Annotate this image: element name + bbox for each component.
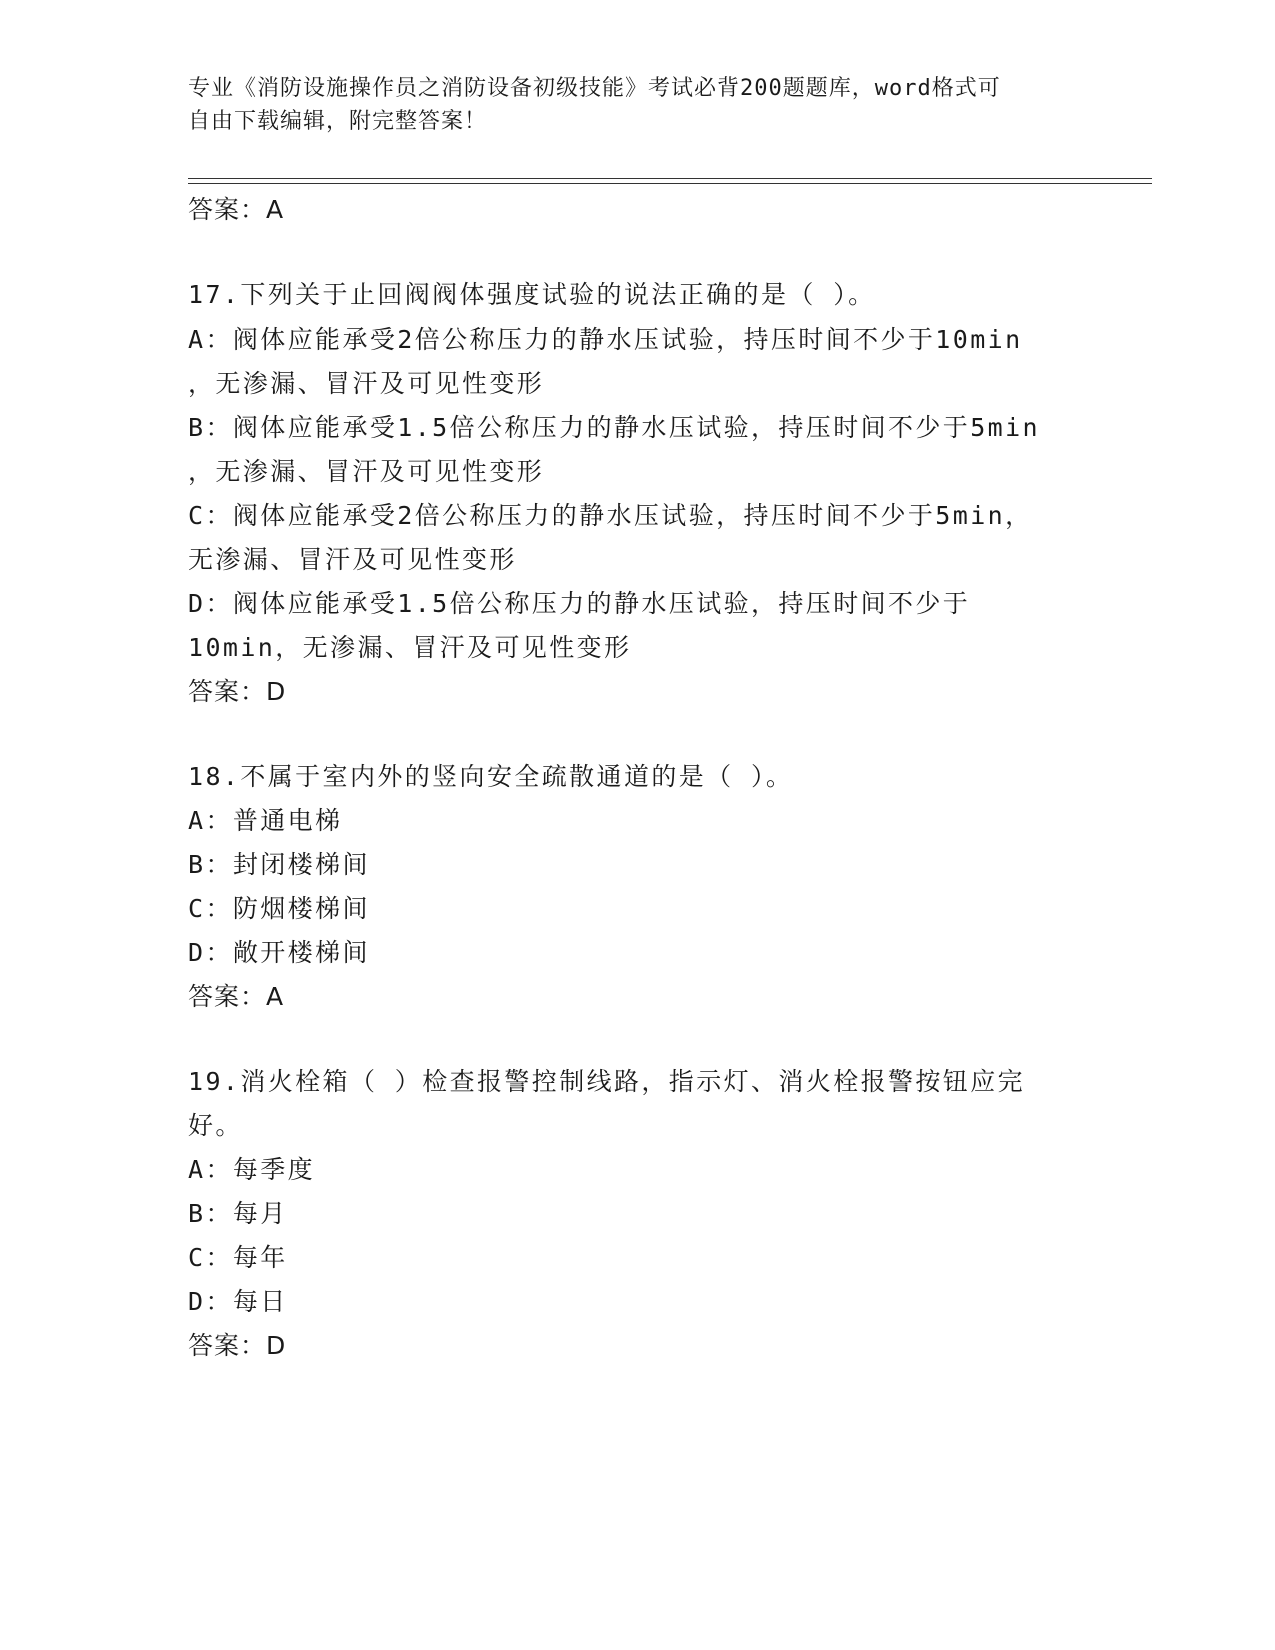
question-17-stem: 17.下列关于止回阀阀体强度试验的说法正确的是（ ）。	[188, 280, 876, 309]
question-17-option-a: A：阀体应能承受2倍公称压力的静水压试验，持压时间不少于10min	[188, 325, 1023, 354]
question-19-option-a: A：每季度	[188, 1155, 316, 1184]
question-18-option-d: D：敞开楼梯间	[188, 938, 370, 967]
document-header	[188, 72, 1068, 138]
question-17-option-c: C：阀体应能承受2倍公称压力的静水压试验，持压时间不少于5min，	[188, 501, 1033, 530]
question-17-option-c-cont: 无渗漏、冒汗及可见性变形	[188, 545, 517, 574]
question-19-option-c: C：每年	[188, 1243, 288, 1272]
question-19-answer: 答案：D	[188, 1331, 287, 1360]
question-19-stem-cont: 好。	[188, 1111, 243, 1140]
question-19-option-d: D：每日	[188, 1287, 288, 1316]
question-18-option-c: C：防烟楼梯间	[188, 894, 370, 923]
header-line-2: 自由下载编辑，附完整答案！	[188, 109, 488, 134]
question-17-option-a-cont: ，无渗漏、冒汗及可见性变形	[188, 369, 545, 398]
question-17-option-b: B：阀体应能承受1.5倍公称压力的静水压试验，持压时间不少于5min	[188, 413, 1041, 442]
question-17-answer: 答案：D	[188, 677, 287, 706]
question-19-stem: 19.消火栓箱（ ）检查报警控制线路，指示灯、消火栓报警按钮应完	[188, 1067, 1026, 1096]
question-18-answer: 答案：A	[188, 982, 285, 1011]
header-rule-bottom	[188, 183, 1152, 184]
question-17-option-d-cont: 10min，无渗漏、冒汗及可见性变形	[188, 633, 632, 662]
question-19-option-b: B：每月	[188, 1199, 288, 1228]
question-18-option-a: A：普通电梯	[188, 806, 343, 835]
question-17-option-b-cont: ，无渗漏、冒汗及可见性变形	[188, 457, 545, 486]
question-18-stem: 18.不属于室内外的竖向安全疏散通道的是（ ）。	[188, 762, 794, 791]
header-line-1: 专业《消防设施操作员之消防设备初级技能》考试必背200题题库，word格式可	[188, 76, 1001, 101]
question-17-option-d: D：阀体应能承受1.5倍公称压力的静水压试验，持压时间不少于	[188, 589, 971, 618]
previous-answer: 答案：A	[188, 195, 285, 224]
header-rule-top	[188, 178, 1152, 179]
question-18-option-b: B：封闭楼梯间	[188, 850, 370, 879]
